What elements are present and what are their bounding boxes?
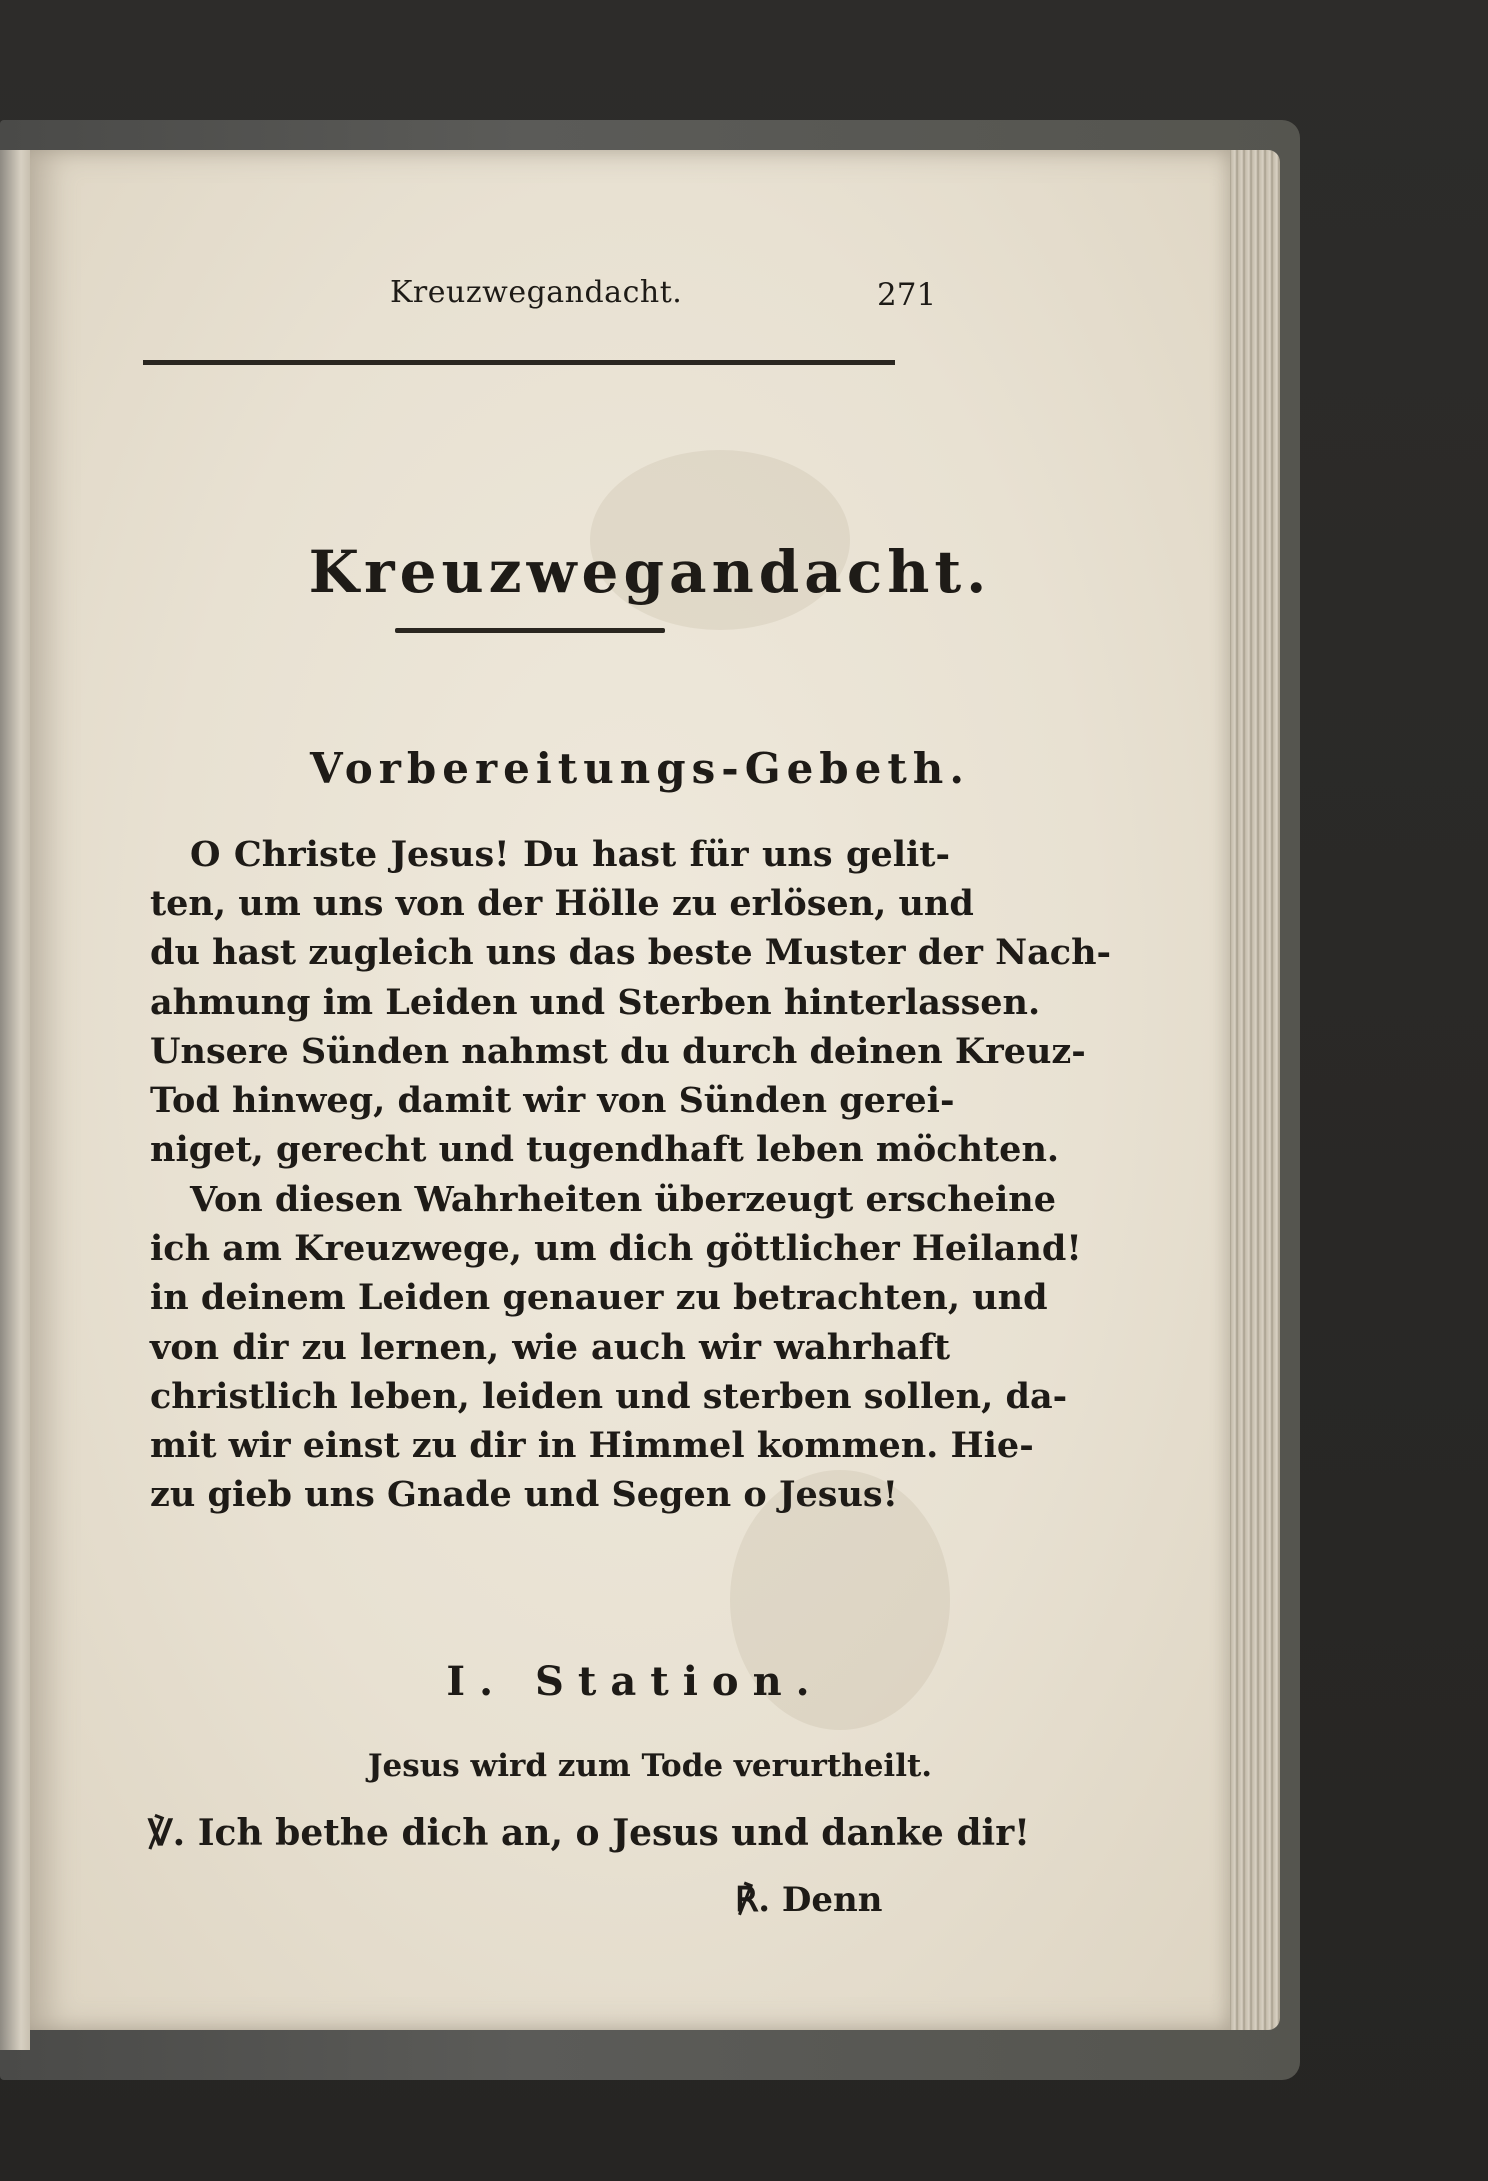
text-line: ten, um uns von der Hölle zu erlösen, und [150, 883, 974, 925]
text-line: du hast zugleich uns das beste Muster der Nach- [150, 932, 1112, 974]
text-line: Tod hinweg, damit wir von Sünden gerei- [150, 1080, 955, 1122]
text-line: christlich leben, leiden und sterben sollen, da- [150, 1375, 1068, 1417]
text-line: niget, gerecht und tugendhaft leben möchten. [150, 1129, 1060, 1171]
text-line: in deinem Leiden genauer zu betrachten, und [150, 1277, 1048, 1319]
running-title: Kreuzwegandacht. [390, 275, 683, 310]
text-line: ahmung im Leiden und Sterben hinterlassen. [150, 981, 1041, 1023]
text-line: O Christe Jesus! Du hast für uns gelit- [190, 834, 950, 875]
page-title: Kreuzwegandacht. [308, 538, 992, 606]
text-line: von dir zu lernen, wie auch wir wahrhaft [150, 1326, 950, 1368]
left-page-edge [0, 150, 30, 2050]
prayer-paragraph-1 [150, 830, 1112, 1174]
book-page [30, 150, 1230, 2030]
running-head [30, 275, 1230, 325]
prayer-paragraph-2 [150, 1175, 1082, 1519]
text-line: Von diesen Wahrheiten überzeugt erscheine [190, 1179, 1056, 1220]
response-catchword: ℟. Denn [735, 1880, 883, 1920]
text-line: ich am Kreuzwege, um dich göttlicher Heiland! [150, 1228, 1082, 1270]
header-rule [143, 360, 895, 365]
title-rule [395, 628, 665, 633]
versicle-line: ℣. Ich bethe dich an, o Jesus und danke dir! [148, 1812, 1030, 1854]
page-number: 271 [877, 277, 937, 313]
text-line: mit wir einst zu dir in Himmel kommen. Hie- [150, 1425, 1034, 1467]
prayer-heading: Vorbereitungs-Gebeth. [310, 744, 970, 793]
station-subtitle: Jesus wird zum Tode verurtheilt. [367, 1748, 933, 1784]
text-line: Unsere Sünden nahmst du durch deinen Kreuz- [150, 1030, 1086, 1072]
text-line: zu gieb uns Gnade und Segen o Jesus! [150, 1474, 898, 1516]
station-heading: I. Station. [446, 1658, 824, 1705]
